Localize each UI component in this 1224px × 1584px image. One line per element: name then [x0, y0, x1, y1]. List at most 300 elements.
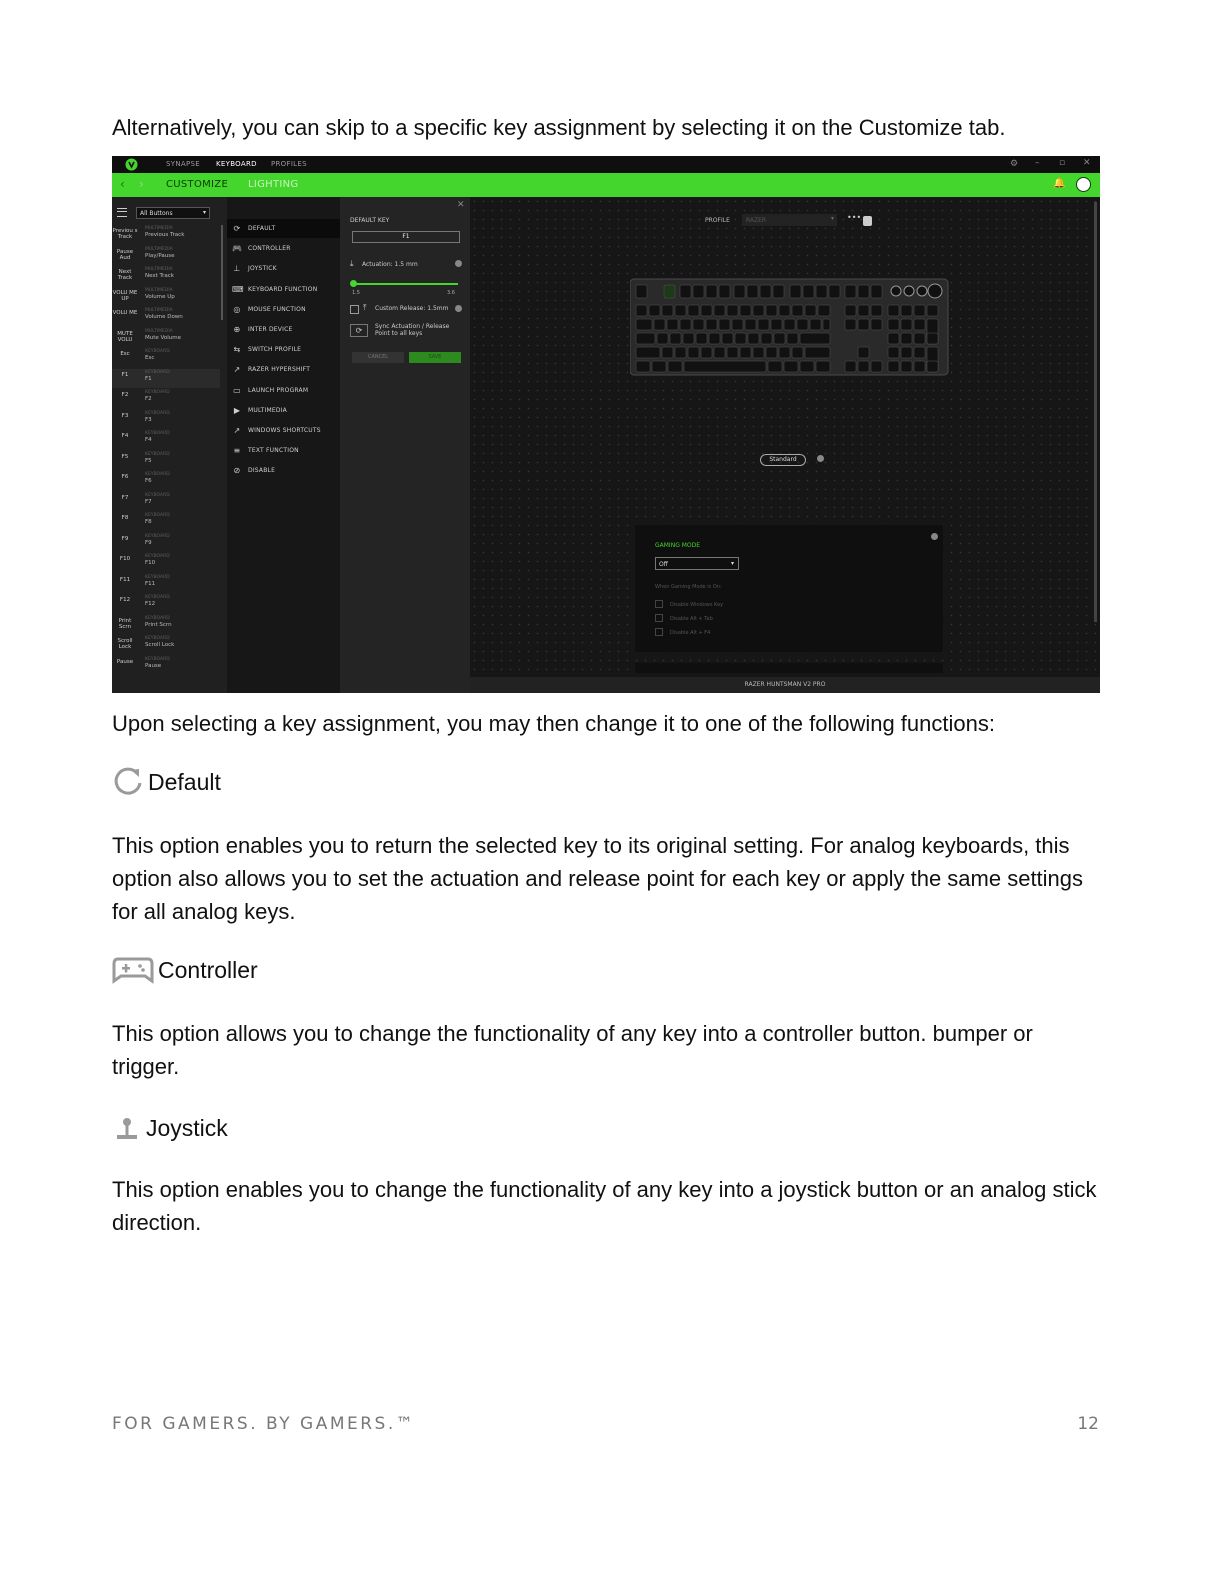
key-assignment [145, 452, 170, 464]
keyboard-key[interactable] [693, 285, 704, 298]
tab-bar [112, 173, 1100, 197]
key-list-row[interactable] [112, 307, 220, 326]
keyboard-key[interactable] [745, 319, 756, 330]
keyboard-key[interactable] [667, 319, 678, 330]
key-list-scrollbar[interactable] [221, 225, 223, 320]
keyboard-key[interactable] [779, 347, 790, 358]
sync-icon[interactable]: ⟳ [350, 324, 368, 337]
keyboard-key[interactable] [927, 305, 938, 316]
top-nav-bar [112, 156, 1100, 173]
function-item[interactable] [232, 466, 275, 475]
release-icon: ⤒ [363, 303, 367, 312]
nav-keyboard[interactable]: KEYBOARD [216, 160, 257, 168]
keyboard-key[interactable] [816, 285, 827, 298]
keyboard-key[interactable] [675, 347, 686, 358]
back-icon[interactable]: ‹ [120, 177, 125, 191]
keyboard-key[interactable] [914, 319, 925, 330]
keyboard-key[interactable] [662, 305, 673, 316]
gaming-mode-value: Off [659, 561, 668, 568]
key-list-row[interactable] [112, 635, 220, 654]
info-icon[interactable] [817, 455, 824, 462]
key-assignment [145, 534, 170, 546]
keyboard-key[interactable] [914, 305, 925, 316]
function-label: INTER DEVICE [248, 326, 293, 333]
keyboard-key[interactable] [914, 361, 925, 372]
keyboard-key[interactable] [803, 285, 814, 298]
keyboard-key[interactable] [760, 285, 771, 298]
function-label: RAZER HYPERSHIFT [248, 366, 311, 374]
profile-dropdown[interactable] [742, 214, 837, 226]
keyboard-key[interactable] [636, 361, 650, 372]
key-list-row[interactable] [112, 348, 220, 367]
key-category: MULTIMEDIA [145, 308, 173, 313]
keyboard-key[interactable] [714, 305, 725, 316]
keyboard-key[interactable] [800, 333, 830, 344]
key-category: KEYBOARD [145, 533, 170, 539]
keyboard-key[interactable] [675, 305, 686, 316]
key-assignment [145, 431, 170, 443]
standard-mode-button[interactable]: Standard [760, 454, 806, 466]
key-category: KEYBOARD [145, 595, 170, 600]
key-function: Previous Track [145, 232, 185, 238]
chevron-down-icon: ▾ [830, 215, 834, 222]
keyboard-key[interactable] [758, 319, 769, 330]
forward-icon[interactable]: › [139, 177, 144, 191]
key-assignment [145, 226, 184, 238]
custom-release-checkbox[interactable] [350, 305, 359, 314]
key-assignment [145, 636, 174, 648]
keyboard-key[interactable] [927, 333, 938, 344]
settings-icon[interactable]: ⚙ [1010, 159, 1019, 169]
default-key-settings [340, 197, 470, 693]
keyboard-key[interactable] [901, 305, 912, 316]
keyboard-key[interactable] [734, 285, 745, 298]
range-min: 1.5 [352, 290, 360, 296]
keyboard-key[interactable] [871, 319, 882, 330]
keyboard-key[interactable] [774, 333, 785, 344]
keyboard-key[interactable] [858, 347, 869, 358]
option-checkbox[interactable] [655, 600, 663, 608]
function-item[interactable] [232, 224, 275, 233]
keyboard-key[interactable] [797, 319, 808, 330]
keyboard-key[interactable] [845, 285, 856, 298]
section-default-text: This option enables you to return the selected key to its original setting. For analog keyboards, this option also allows you to set the actuation and release point for each key or apply the same settings for all analog keys. [112, 833, 1084, 924]
key-category: KEYBOARD [145, 369, 170, 375]
key-assignment [145, 390, 170, 402]
key-label: F5 [121, 453, 129, 460]
key-assignment [145, 247, 175, 259]
option-checkbox[interactable] [655, 614, 663, 622]
more-icon[interactable]: ••• [847, 213, 862, 222]
key-label: MUTE VOLU [117, 330, 133, 343]
section-joystick-text: This option enables you to change the functionality of any key into a joystick button or an analog stick direction. [112, 1177, 1097, 1235]
keyboard-key[interactable] [888, 319, 899, 330]
next-panel-edge [635, 663, 943, 673]
keyboard-key[interactable] [784, 319, 795, 330]
function-icon: ↗ [233, 365, 241, 375]
save-button[interactable]: SAVE [409, 352, 461, 363]
actuation-label: Actuation: 1.5 mm [362, 261, 418, 268]
keyboard-image[interactable] [630, 275, 950, 379]
footer-tagline: FOR GAMERS. BY GAMERS.™ [112, 1414, 416, 1434]
keyboard-key[interactable] [664, 285, 675, 298]
key-function: Esc [145, 355, 155, 361]
function-label: TEXT FUNCTION [248, 447, 299, 455]
key-label: Previou s Track [112, 228, 138, 240]
keyboard-key[interactable] [649, 305, 660, 316]
keyboard-key[interactable] [858, 305, 869, 316]
key-list-row[interactable] [112, 389, 220, 408]
key-function: F8 [145, 519, 152, 525]
keyboard-key[interactable] [800, 361, 814, 372]
key-label: Scroll Lock [117, 638, 133, 650]
keyboard-key[interactable] [683, 333, 694, 344]
gaming-mode-title: GAMING MODE [655, 542, 701, 549]
slider-handle[interactable] [350, 280, 357, 287]
function-item[interactable] [232, 345, 301, 354]
key-list-row[interactable] [112, 410, 220, 429]
function-label: DISABLE [248, 467, 276, 475]
keyboard-key[interactable] [901, 333, 912, 344]
key-function: Volume Up [145, 293, 175, 300]
keyboard-key[interactable] [888, 305, 899, 316]
keyboard-key[interactable] [901, 361, 912, 372]
canvas-scrollbar[interactable] [1094, 202, 1097, 622]
function-item[interactable] [232, 386, 308, 395]
profile-value: RAZER [746, 217, 767, 224]
keyboard-key[interactable] [748, 333, 759, 344]
key-assignment [145, 616, 172, 628]
key-function: F11 [145, 580, 156, 587]
gaming-mode-dropdown[interactable] [655, 557, 739, 570]
device-icon[interactable] [863, 216, 872, 226]
keyboard-key[interactable] [766, 347, 777, 358]
function-label: KEYBOARD FUNCTION [248, 285, 318, 293]
key-label: F3 [121, 412, 129, 419]
keyboard-key[interactable] [688, 305, 699, 316]
key-category: KEYBOARD [145, 431, 170, 436]
keyboard-key[interactable] [871, 285, 882, 298]
keyboard-key[interactable] [829, 285, 840, 298]
key-list-row[interactable] [112, 533, 220, 552]
keyboard-key[interactable] [766, 305, 777, 316]
function-label: MULTIMEDIA [248, 406, 287, 414]
keyboard-key[interactable] [888, 333, 899, 344]
key-list-row[interactable] [112, 574, 220, 593]
maximize-icon[interactable]: ▫ [1059, 158, 1066, 168]
keyboard-key[interactable] [773, 285, 784, 298]
keyboard-key[interactable] [845, 361, 856, 372]
key-label: F8 [121, 515, 129, 521]
key-assignment [145, 267, 174, 279]
function-icon: ▭ [233, 385, 241, 395]
keyboard-key[interactable] [714, 347, 725, 358]
keyboard-key[interactable] [753, 305, 764, 316]
key-assignment [145, 657, 170, 669]
key-label: F12 [119, 597, 131, 603]
key-category: KEYBOARD [145, 656, 170, 662]
keyboard-key[interactable] [688, 347, 699, 358]
tab-lighting[interactable]: LIGHTING [248, 179, 299, 190]
default-refresh-icon [112, 765, 144, 797]
keyboard-key[interactable] [670, 333, 681, 344]
keyboard-key[interactable] [858, 319, 869, 330]
keyboard-key[interactable] [719, 285, 730, 298]
key-function: F12 [145, 601, 156, 607]
key-label: VOLU ME [112, 310, 138, 316]
key-assignment [145, 308, 183, 320]
key-list-row[interactable] [112, 656, 220, 675]
keyboard-key[interactable] [768, 361, 782, 372]
key-list-row[interactable] [112, 512, 220, 531]
keyboard-key[interactable] [680, 319, 691, 330]
key-function: F7 [145, 498, 152, 505]
function-item[interactable] [232, 365, 310, 374]
keyboard-key[interactable] [845, 305, 856, 316]
device-canvas [470, 197, 1100, 693]
keyboard-key[interactable] [753, 347, 764, 358]
keyboard-key[interactable] [668, 361, 682, 372]
keyboard-key[interactable] [888, 361, 899, 372]
key-list-row[interactable] [112, 246, 220, 265]
keyboard-key[interactable] [654, 319, 665, 330]
keyboard-key[interactable] [858, 361, 869, 372]
function-icon: ⊕ [233, 325, 241, 334]
section-default-title: Default [148, 769, 221, 795]
device-name-bar: RAZER HUNTSMAN V2 PRO [470, 677, 1100, 693]
actuation-icon: ⤓ [350, 259, 354, 268]
nav-synapse[interactable]: SYNAPSE [166, 160, 200, 168]
function-item[interactable] [232, 305, 306, 314]
function-label: DEFAULT [248, 225, 276, 232]
function-item[interactable] [232, 406, 287, 415]
key-list-row[interactable] [112, 471, 220, 490]
key-function: F6 [145, 478, 152, 484]
range-max: 3.6 [447, 290, 455, 296]
keyboard-key[interactable] [858, 285, 869, 298]
key-function: Next Track [145, 273, 174, 279]
function-icon: ⇆ [233, 345, 241, 355]
keyboard-key[interactable] [805, 305, 816, 316]
key-category: KEYBOARD [145, 615, 170, 621]
key-function: Print Scrn [145, 621, 172, 628]
keyboard-key[interactable] [706, 285, 717, 298]
media-dial[interactable] [917, 286, 927, 296]
section-controller-text: This option allows you to change the functionality of any key into a controller button. bumper or trigger. [112, 1021, 1033, 1079]
minimize-icon[interactable]: – [1035, 158, 1040, 168]
keyboard-key[interactable] [740, 347, 751, 358]
key-list-row[interactable] [112, 328, 220, 347]
keyboard-key[interactable] [761, 333, 772, 344]
keyboard-key[interactable] [818, 305, 830, 316]
filter-dropdown[interactable] [136, 207, 210, 219]
keyboard-key[interactable] [779, 305, 790, 316]
key-function: F2 [145, 396, 152, 402]
key-function: Play/Pause [145, 252, 175, 259]
functions-intro-paragraph: Upon selecting a key assignment, you may then change it to one of the following functions: [112, 711, 995, 736]
key-assignment [145, 472, 170, 484]
key-category: KEYBOARD [145, 574, 170, 580]
menu-icon-middle [117, 211, 127, 212]
keyboard-key[interactable] [636, 333, 655, 344]
settings-title: DEFAULT KEY [350, 217, 390, 224]
notification-icon[interactable]: 🔔 [1053, 178, 1066, 189]
keyboard-key[interactable] [927, 361, 938, 372]
function-item[interactable] [232, 446, 299, 455]
close-settings-icon[interactable]: ✕ [457, 200, 465, 210]
key-label: F4 [121, 433, 129, 439]
avatar[interactable] [1076, 177, 1091, 192]
info-icon[interactable] [455, 305, 462, 312]
keyboard-key[interactable] [706, 319, 717, 330]
function-label: WINDOWS SHORTCUTS [248, 427, 321, 434]
keyboard-key[interactable] [701, 347, 712, 358]
key-label: F10 [119, 556, 131, 562]
keyboard-key[interactable] [684, 361, 766, 372]
keyboard-key[interactable] [871, 305, 882, 316]
key-category: MULTIMEDIA [145, 267, 173, 272]
key-category: KEYBOARD [145, 513, 170, 518]
gaming-mode-subtitle: When Gaming Mode is On: [655, 584, 722, 590]
key-list-row[interactable] [112, 369, 220, 388]
keyboard-key[interactable] [636, 285, 647, 298]
key-list-row[interactable] [112, 553, 220, 572]
keyboard-key[interactable] [727, 305, 738, 316]
keyboard-key[interactable] [784, 361, 798, 372]
keyboard-key[interactable] [657, 333, 668, 344]
function-item[interactable] [232, 264, 277, 273]
key-assignment [145, 349, 170, 361]
keyboard-key[interactable] [662, 347, 673, 358]
key-function: F3 [145, 416, 152, 423]
intro-paragraph: Alternatively, you can skip to a specific key assignment by selecting it on the Customize tab. [112, 115, 1006, 140]
key-label: Print Scrn [118, 617, 132, 630]
key-function: F1 [145, 375, 152, 382]
function-item[interactable] [232, 325, 292, 334]
keyboard-key[interactable] [696, 333, 707, 344]
keyboard-key[interactable] [709, 333, 720, 344]
keyboard-key[interactable] [732, 319, 743, 330]
keyboard-key[interactable] [790, 285, 801, 298]
key-label: Pause [116, 658, 134, 665]
section-controller-title: Controller [158, 957, 258, 983]
key-category: KEYBOARD [145, 451, 170, 457]
function-item[interactable] [232, 285, 317, 294]
section-joystick-title: Joystick [146, 1115, 228, 1141]
keyboard-key[interactable] [914, 333, 925, 344]
keyboard-key[interactable] [805, 347, 830, 358]
key-list-row[interactable] [112, 430, 220, 449]
chevron-down-icon: ▾ [730, 560, 734, 567]
keyboard-key[interactable] [636, 319, 652, 330]
keyboard-key[interactable] [792, 305, 803, 316]
keyboard-key[interactable] [722, 333, 733, 344]
key-list-row[interactable] [112, 225, 220, 244]
keyboard-key[interactable] [727, 347, 738, 358]
key-assignment [145, 411, 170, 423]
key-assignment [145, 554, 170, 566]
key-category: KEYBOARD [145, 349, 170, 354]
keyboard-key[interactable] [823, 319, 830, 330]
section-joystick-heading [112, 1113, 228, 1143]
actuation-slider[interactable] [352, 283, 458, 285]
nav-profiles[interactable]: PROFILES [271, 160, 307, 168]
key-category: MULTIMEDIA [145, 226, 173, 231]
key-function: F9 [145, 539, 152, 546]
key-list-panel [112, 197, 227, 693]
page-number: 12 [1077, 1414, 1099, 1434]
key-value-field[interactable]: F1 [352, 231, 460, 243]
keyboard-key[interactable] [652, 361, 666, 372]
keyboard-key[interactable] [901, 347, 912, 358]
keyboard-key[interactable] [771, 319, 782, 330]
key-list-row[interactable] [112, 287, 220, 306]
keyboard-key[interactable] [680, 285, 691, 298]
keyboard-key[interactable] [888, 347, 899, 358]
key-category: KEYBOARD [145, 636, 170, 641]
media-dial[interactable] [904, 286, 914, 296]
key-list-row[interactable] [112, 451, 220, 470]
keyboard-key[interactable] [871, 361, 882, 372]
custom-release-label: Custom Release: 1.5mm [375, 305, 449, 312]
sync-label: Sync Actuation / Release Point to all keys [375, 323, 450, 337]
filter-value: All Buttons [140, 210, 173, 217]
tab-customize[interactable]: CUSTOMIZE [166, 179, 229, 190]
option-label: Disable Alt + F4 [670, 630, 711, 636]
keyboard-key[interactable] [636, 347, 660, 358]
keyboard-key[interactable] [914, 347, 925, 358]
key-category: KEYBOARD [145, 554, 170, 559]
cancel-button[interactable]: CANCEL [352, 352, 404, 363]
menu-icon[interactable] [117, 208, 127, 217]
keyboard-key[interactable] [787, 333, 798, 344]
function-item[interactable] [232, 244, 291, 253]
key-function: Volume Down [145, 314, 183, 320]
keyboard-key[interactable] [693, 319, 704, 330]
key-category: MULTIMEDIA [145, 328, 173, 334]
keyboard-key[interactable] [816, 361, 830, 372]
keyboard-key[interactable] [636, 305, 647, 316]
keyboard-key[interactable] [740, 305, 751, 316]
section-controller-heading [112, 955, 258, 985]
keyboard-key[interactable] [810, 319, 821, 330]
synapse-screenshot [112, 156, 1100, 693]
key-list-row[interactable] [112, 594, 220, 613]
key-category: KEYBOARD [145, 390, 170, 395]
chevron-down-icon: ▾ [202, 209, 206, 216]
key-list-row[interactable] [112, 615, 220, 634]
key-list-row[interactable] [112, 492, 220, 511]
media-dial[interactable] [891, 286, 901, 296]
option-checkbox[interactable] [655, 628, 663, 636]
keyboard-key[interactable] [719, 319, 730, 330]
media-dial[interactable] [928, 284, 942, 298]
key-label: Esc [120, 351, 130, 357]
keyboard-key[interactable] [845, 319, 856, 330]
key-label: F7 [121, 494, 129, 501]
info-icon[interactable] [455, 260, 462, 267]
info-icon[interactable] [931, 533, 938, 540]
keyboard-key[interactable] [792, 347, 803, 358]
keyboard-key[interactable] [701, 305, 712, 316]
keyboard-key[interactable] [901, 319, 912, 330]
key-category: KEYBOARD [145, 410, 170, 416]
keyboard-key[interactable] [735, 333, 746, 344]
close-icon[interactable]: ✕ [1083, 158, 1091, 168]
keyboard-key[interactable] [747, 285, 758, 298]
key-list-row[interactable] [112, 266, 220, 285]
function-item[interactable] [232, 426, 321, 435]
